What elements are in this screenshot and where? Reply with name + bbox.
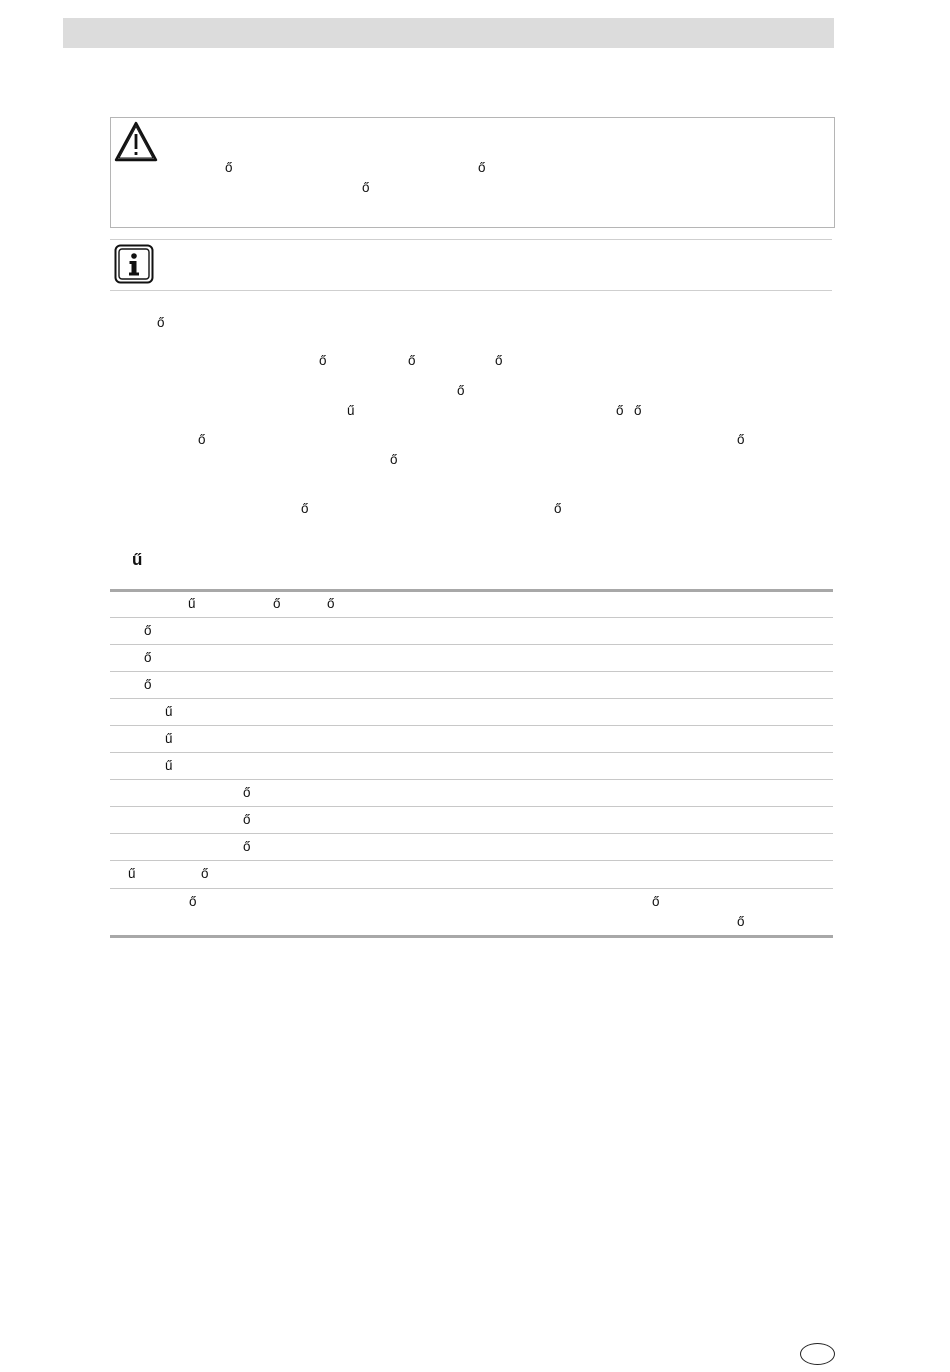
table-row-divider <box>110 752 833 753</box>
table-row-divider <box>110 806 833 807</box>
body-text-char: ő <box>198 432 206 447</box>
table-cell: ő <box>652 894 660 909</box>
body-text-char: ő <box>495 353 503 368</box>
table-row-divider <box>110 671 833 672</box>
table-cell: ű <box>165 758 173 773</box>
page-language-oval <box>800 1343 835 1365</box>
table-cell: ő <box>144 623 152 638</box>
page-header-bar <box>63 18 834 48</box>
table-cell: ő <box>189 894 197 909</box>
table-cell: ű <box>128 866 136 881</box>
warning-box <box>110 117 835 228</box>
table-cell: ő <box>737 914 745 929</box>
table-cell: ő <box>243 839 251 854</box>
warning-text-char: ő <box>362 180 370 195</box>
body-text-char: ő <box>157 315 165 330</box>
table-row-divider <box>110 833 833 834</box>
table-cell: ő <box>327 596 335 611</box>
table-cell: ő <box>243 785 251 800</box>
table-row-divider <box>110 888 833 889</box>
table-row-divider <box>110 860 833 861</box>
table-cell: ű <box>165 704 173 719</box>
section-heading: ű <box>132 550 143 569</box>
body-text-char: ű <box>347 403 355 418</box>
table-cell: ő <box>144 650 152 665</box>
table-cell: ű <box>188 596 196 611</box>
body-text-char: ő <box>457 383 465 398</box>
info-note-bottom-rule <box>110 290 832 291</box>
body-text-char: ő <box>634 403 642 418</box>
body-text-char: ő <box>616 403 624 418</box>
table-row-divider <box>110 698 833 699</box>
table-row-divider <box>110 617 833 618</box>
table-cell: ű <box>165 731 173 746</box>
info-icon <box>114 244 154 284</box>
table-cell: ő <box>243 812 251 827</box>
table-cell: ő <box>201 866 209 881</box>
body-text-char: ő <box>737 432 745 447</box>
body-text-char: ő <box>390 452 398 467</box>
body-text-char: ő <box>554 501 562 516</box>
table-cell: ő <box>144 677 152 692</box>
warning-triangle-icon <box>113 120 159 164</box>
table-top-rule <box>110 589 833 592</box>
body-text-char: ő <box>301 501 309 516</box>
table-bottom-rule <box>110 935 833 938</box>
warning-text-char: ő <box>225 160 233 175</box>
table-row-divider <box>110 725 833 726</box>
body-text-char: ő <box>319 353 327 368</box>
body-text-char: ő <box>408 353 416 368</box>
warning-text-char: ő <box>478 160 486 175</box>
table-row-divider <box>110 644 833 645</box>
table-row-divider <box>110 779 833 780</box>
info-note-top-rule <box>110 239 832 240</box>
table-cell: ő <box>273 596 281 611</box>
